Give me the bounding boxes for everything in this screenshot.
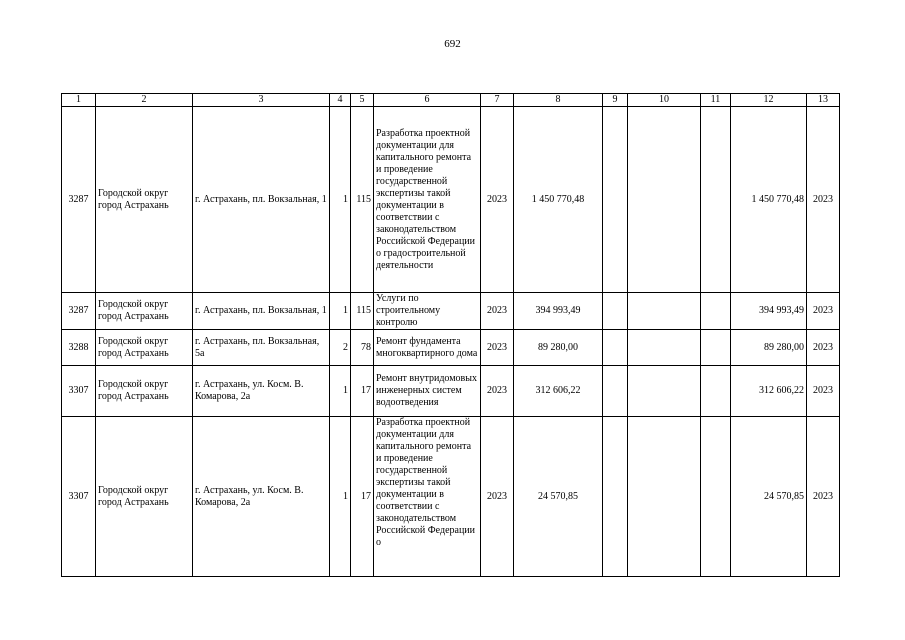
work-type: Ремонт внутридомовых инженерных систем водоотведения <box>374 366 481 417</box>
column-header: 5 <box>351 94 374 107</box>
year: 2023 <box>481 366 514 417</box>
work-type: Разработка проектной документации для капитального ремонта и проведение государственной экспертизы такой документации в соответствии с законодательством Российской Федерации о <box>374 417 481 577</box>
page-number: 692 <box>444 38 461 50</box>
col-9 <box>603 107 628 293</box>
amount: 312 606,22 <box>514 366 603 417</box>
year: 2023 <box>481 107 514 293</box>
col-12-amount: 1 450 770,48 <box>731 107 807 293</box>
col-10 <box>628 417 701 577</box>
work-type: Ремонт фундамента многоквартирного дома <box>374 330 481 366</box>
address: г. Астрахань, пл. Вокзальная, 5а <box>193 330 330 366</box>
municipality: Городской округ город Астрахань <box>96 293 193 330</box>
municipality: Городской округ город Астрахань <box>96 107 193 293</box>
row-id: 3307 <box>62 417 96 577</box>
col-13-year: 2023 <box>807 293 840 330</box>
row-id: 3287 <box>62 293 96 330</box>
col-5: 115 <box>351 293 374 330</box>
col-5: 115 <box>351 107 374 293</box>
table-row <box>62 417 840 577</box>
column-header: 9 <box>603 94 628 107</box>
col-13-year: 2023 <box>807 366 840 417</box>
col-4: 1 <box>330 293 351 330</box>
amount: 394 993,49 <box>514 293 603 330</box>
col-5: 17 <box>351 366 374 417</box>
col-5: 78 <box>351 330 374 366</box>
table-row <box>62 366 840 417</box>
row-id: 3307 <box>62 366 96 417</box>
address: г. Астрахань, пл. Вокзальная, 1 <box>193 107 330 293</box>
col-4: 1 <box>330 107 351 293</box>
col-4: 1 <box>330 366 351 417</box>
col-9 <box>603 330 628 366</box>
col-12-amount: 89 280,00 <box>731 330 807 366</box>
row-id: 3287 <box>62 107 96 293</box>
col-11 <box>701 293 731 330</box>
col-9 <box>603 366 628 417</box>
col-10 <box>628 107 701 293</box>
col-11 <box>701 107 731 293</box>
col-5: 17 <box>351 417 374 577</box>
col-12-amount: 24 570,85 <box>731 417 807 577</box>
col-10 <box>628 366 701 417</box>
column-header: 13 <box>807 94 840 107</box>
col-4: 2 <box>330 330 351 366</box>
column-header: 4 <box>330 94 351 107</box>
column-header: 12 <box>731 94 807 107</box>
col-12-amount: 312 606,22 <box>731 366 807 417</box>
column-header: 2 <box>96 94 193 107</box>
col-12-amount: 394 993,49 <box>731 293 807 330</box>
table-row <box>62 107 840 293</box>
column-number-header <box>62 94 840 107</box>
col-10 <box>628 330 701 366</box>
col-13-year: 2023 <box>807 330 840 366</box>
address: г. Астрахань, ул. Косм. В. Комарова, 2а <box>193 366 330 417</box>
table-row <box>62 330 840 366</box>
col-13-year: 2023 <box>807 107 840 293</box>
work-type: Услуги по строительному контролю <box>374 293 481 330</box>
column-header: 1 <box>62 94 96 107</box>
address: г. Астрахань, ул. Косм. В. Комарова, 2а <box>193 417 330 577</box>
col-9 <box>603 293 628 330</box>
table-row <box>62 293 840 330</box>
col-9 <box>603 417 628 577</box>
col-11 <box>701 417 731 577</box>
capital-repair-table <box>61 93 840 577</box>
address: г. Астрахань, пл. Вокзальная, 1 <box>193 293 330 330</box>
col-10 <box>628 293 701 330</box>
column-header: 6 <box>374 94 481 107</box>
col-11 <box>701 366 731 417</box>
work-type: Разработка проектной документации для капитального ремонта и проведение государственной экспертизы такой документации в соответствии с законодательством Российской Федерации о градостроительной деятельности <box>374 107 481 293</box>
column-header: 10 <box>628 94 701 107</box>
year: 2023 <box>481 293 514 330</box>
municipality: Городской округ город Астрахань <box>96 417 193 577</box>
column-header: 8 <box>514 94 603 107</box>
year: 2023 <box>481 417 514 577</box>
col-13-year: 2023 <box>807 417 840 577</box>
amount: 1 450 770,48 <box>514 107 603 293</box>
col-4: 1 <box>330 417 351 577</box>
row-id: 3288 <box>62 330 96 366</box>
column-header: 3 <box>193 94 330 107</box>
municipality: Городской округ город Астрахань <box>96 330 193 366</box>
amount: 89 280,00 <box>514 330 603 366</box>
column-header: 7 <box>481 94 514 107</box>
amount: 24 570,85 <box>514 417 603 577</box>
municipality: Городской округ город Астрахань <box>96 366 193 417</box>
year: 2023 <box>481 330 514 366</box>
col-11 <box>701 330 731 366</box>
column-header: 11 <box>701 94 731 107</box>
